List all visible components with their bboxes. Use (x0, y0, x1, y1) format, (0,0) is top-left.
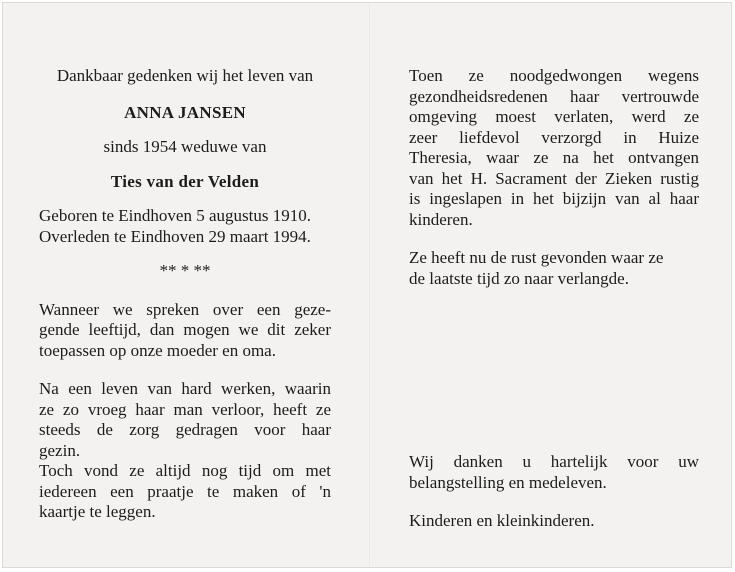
paragraph-time (39, 461, 331, 523)
death-line: Overleden te Eindhoven 29 maart 1994. (39, 226, 311, 246)
left-page (39, 66, 331, 523)
text-line: Toch vond ze altijd nog tijd om met (39, 461, 331, 480)
text-line: steeds de zorg gedragen voor haar (39, 420, 331, 439)
text-line: van het H. Sacrament der Zieken rustig (409, 168, 699, 188)
card-fold (369, 3, 371, 567)
paragraph-rest (409, 248, 699, 289)
right-page (409, 66, 699, 532)
text-line: ze zo vroeg haar man verloor, heeft ze (39, 399, 331, 419)
memorial-card (2, 2, 732, 568)
text-line: belangstelling en medeleven. (409, 472, 607, 492)
text-line: omgeving moest verlaten, werd ze (409, 107, 699, 126)
text-line: Toen ze noodgedwongen wegens (409, 66, 699, 85)
signature: Kinderen en kleinkinderen. (409, 511, 595, 530)
text-line: Wanneer we spreken over een geze- (39, 299, 331, 319)
text-line: gezin. (39, 440, 81, 460)
paragraph-thanks (409, 452, 699, 493)
text-line: is ingeslapen in het bijzijn van al haar (409, 189, 699, 208)
paragraph-care (409, 66, 699, 230)
text-line: kaartje te leggen. (39, 502, 156, 521)
text-line: de laatste tijd zo naar verlangde. (409, 268, 629, 288)
text-line: kinderen. (409, 209, 473, 229)
text-line: gezondheidsredenen haar vertrouwde (409, 86, 699, 106)
text-line: zeer liefdevol verzorgd in Huize (409, 127, 699, 147)
birth-line: Geboren te Eindhoven 5 augustus 1910. (39, 206, 311, 225)
widow-since: sinds 1954 weduwe van (103, 137, 267, 156)
paragraph-age (39, 300, 331, 362)
paragraph-work (39, 379, 331, 461)
husband-name: Ties van der Velden (110, 171, 260, 191)
deceased-name: ANNA JANSEN (124, 102, 246, 122)
separator-stars: ** * ** (159, 261, 211, 280)
text-line: Na een leven van hard werken, waarin (39, 379, 331, 398)
text-line: Wij danken u hartelijk voor uw (409, 452, 699, 471)
text-line: Ze heeft nu de rust gevonden waar ze (409, 248, 664, 267)
text-line: iedereen een praatje te maken of 'n (39, 481, 331, 501)
text-line: toepassen op onze moeder en oma. (39, 340, 276, 360)
text-line: gende leeftijd, dan mogen we dit zeker (39, 320, 331, 339)
text-line: Theresia, waar ze na het ontvangen (409, 148, 699, 167)
intro-text: Dankbaar gedenken wij het leven van (56, 66, 314, 85)
